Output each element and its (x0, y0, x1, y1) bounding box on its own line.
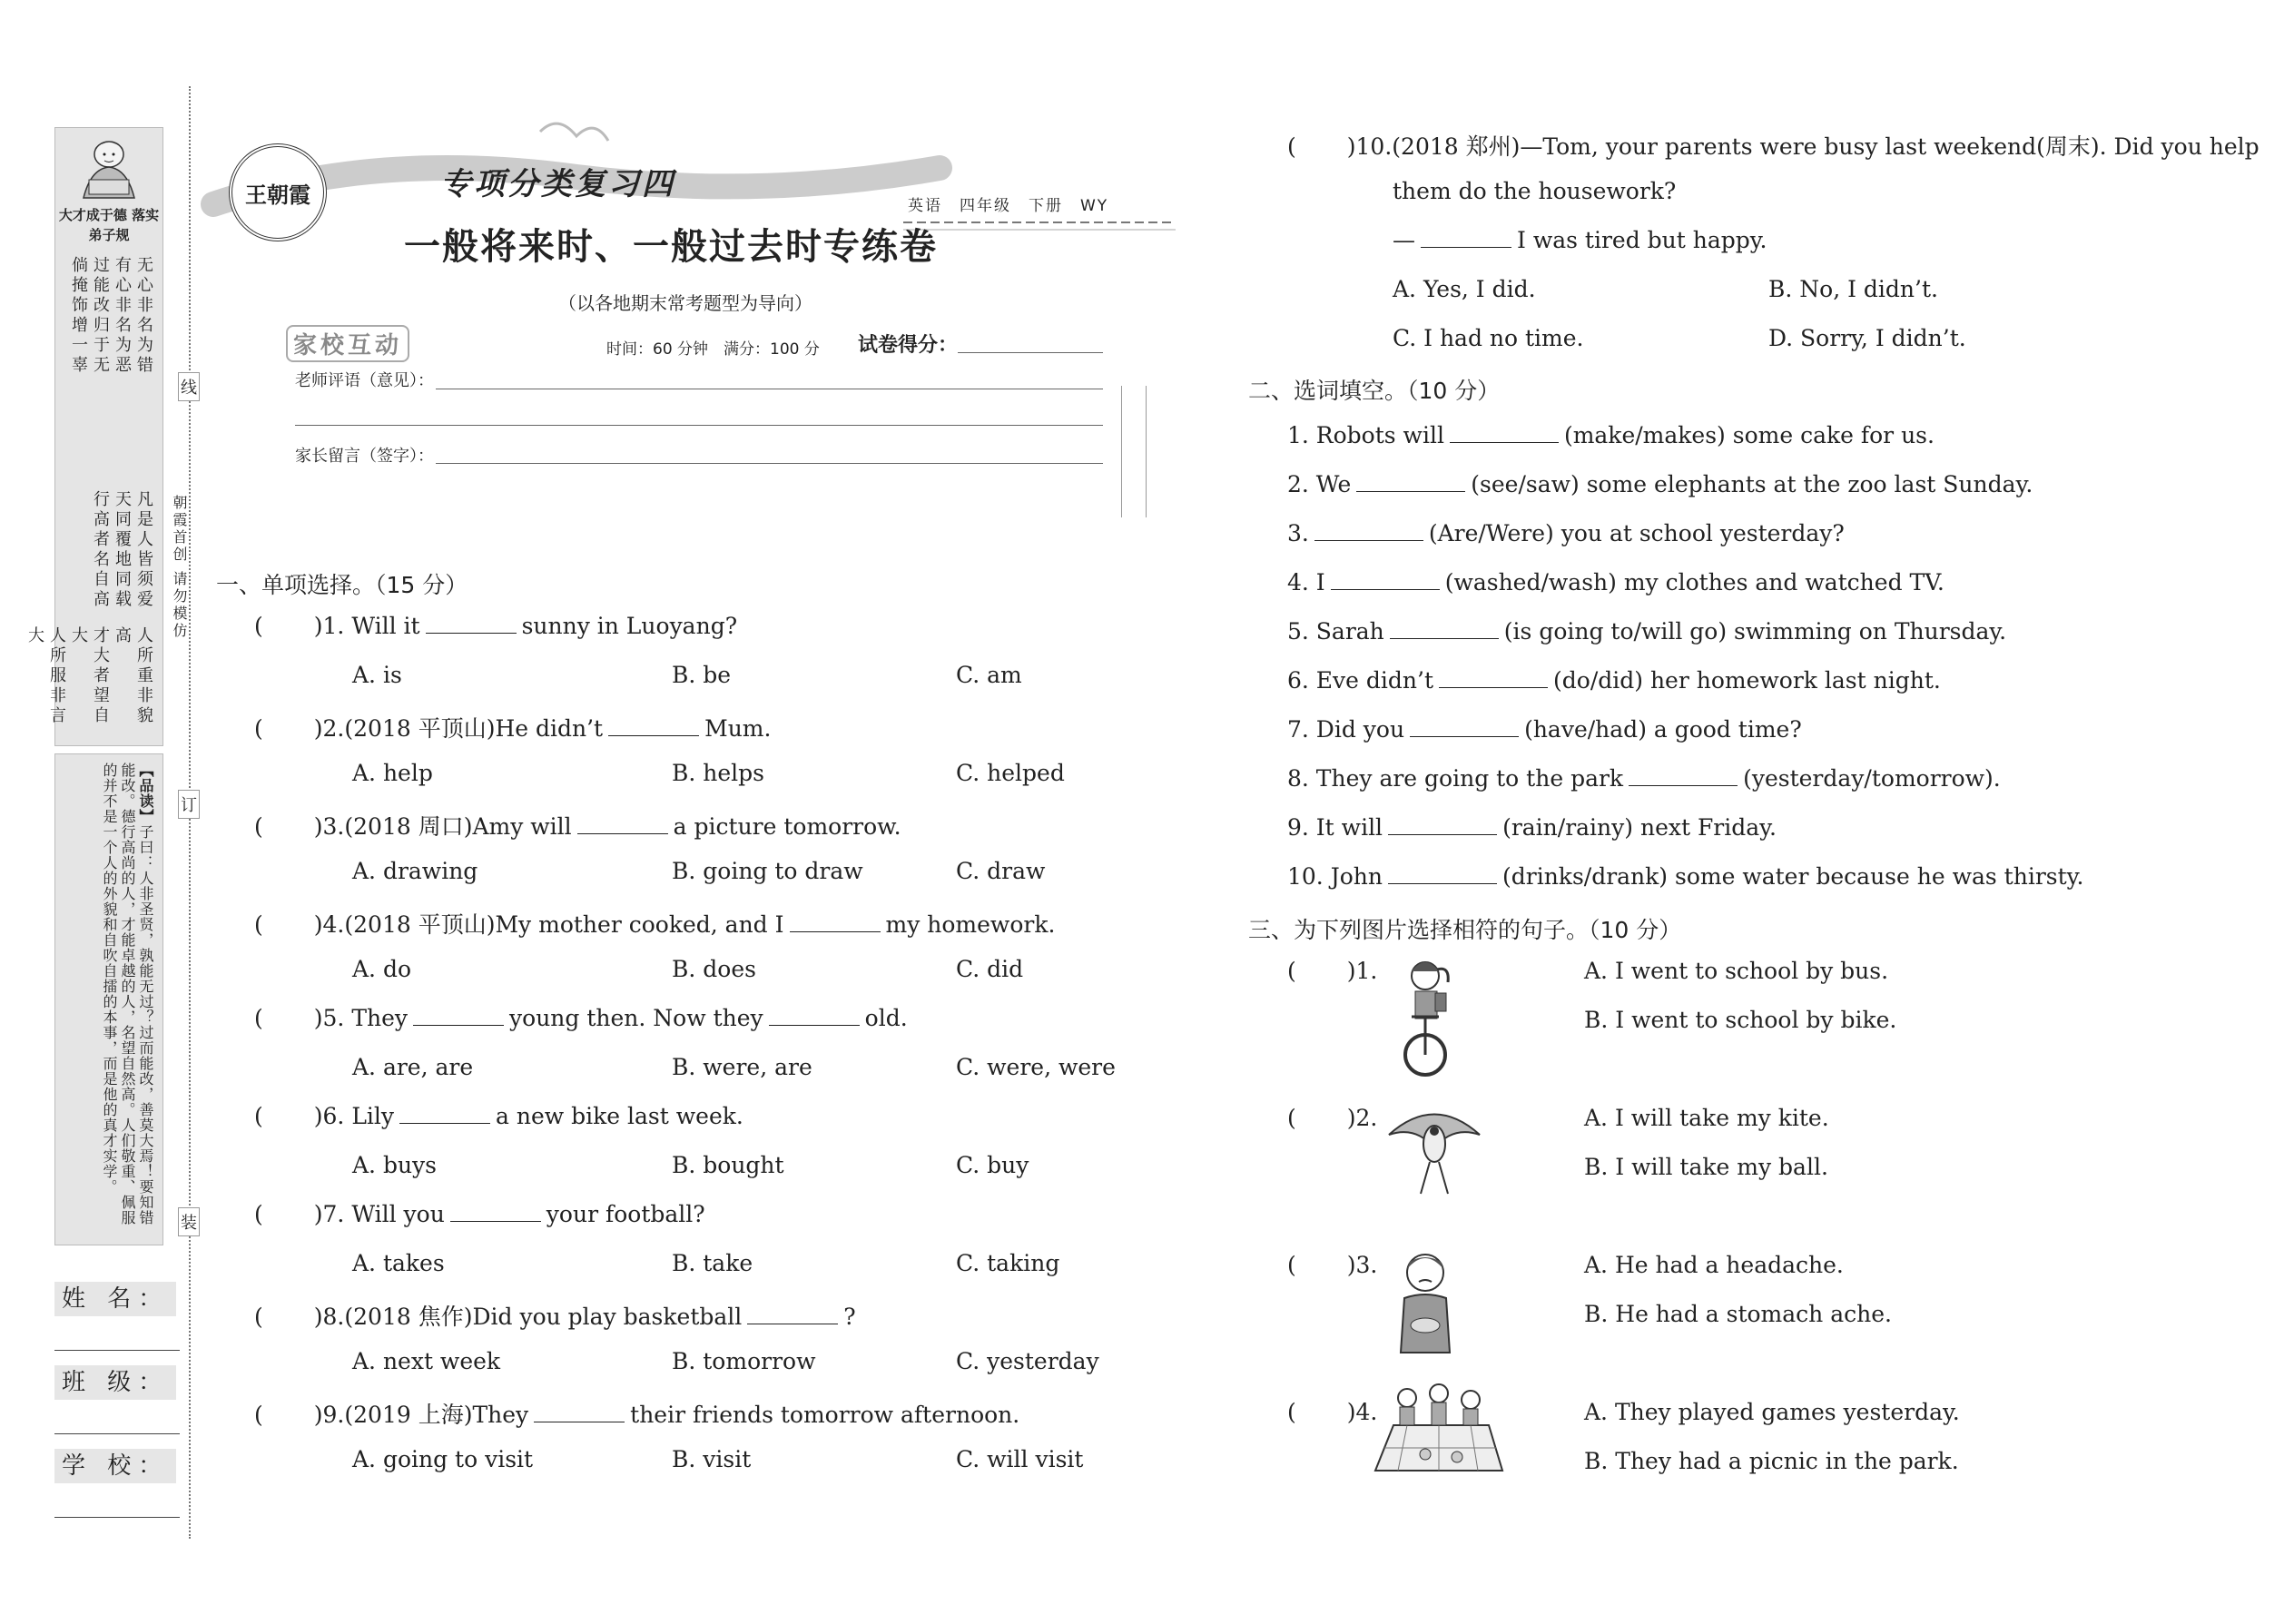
school-field[interactable] (54, 1447, 180, 1518)
option-a[interactable]: A. buys (352, 1152, 438, 1178)
question-10 (1287, 129, 2260, 351)
picture-item-1 (1287, 958, 1897, 1033)
option-d[interactable]: D. Sorry, I didn’t. (1768, 325, 1966, 351)
school-label: 学 校： (54, 1449, 176, 1483)
question-stem: ( )10.(2018 郑州)—Tom, your parents were busy last weekend(周末). Did you help (1287, 133, 2260, 160)
option-b[interactable]: B. going to draw (672, 858, 863, 884)
answer-blank[interactable] (1356, 471, 1465, 492)
question-1 (254, 613, 1022, 688)
option-a[interactable]: A. going to visit (352, 1446, 534, 1472)
answer-blank[interactable] (790, 911, 881, 932)
fill-item-6: 6. Eve didn’t (do/did) her homework last night. (1287, 667, 1941, 694)
side-notice: 朝霞首创 请勿模仿 (171, 495, 188, 641)
answer-blank[interactable] (1410, 716, 1519, 737)
name-label: 姓 名： (54, 1282, 176, 1316)
motto-line: 倘掩饰增一辜 (69, 256, 88, 376)
picture-item-num: ( )2. (1287, 1105, 1378, 1131)
option-b[interactable]: B. take (672, 1250, 753, 1276)
answer-blank[interactable] (769, 1005, 860, 1026)
boy-stomach-ache-picture (1384, 1244, 1471, 1357)
class-label: 班 级： (54, 1365, 176, 1400)
option-c[interactable]: C. am (956, 662, 1022, 688)
option-c[interactable]: C. I had no time. (1393, 325, 1584, 351)
option-b[interactable]: B. No, I didn’t. (1768, 276, 1938, 302)
answer-blank[interactable] (450, 1201, 541, 1222)
option-b[interactable]: B. I went to school by bike. (1584, 1007, 1897, 1033)
option-c[interactable]: C. did (956, 956, 1024, 982)
time-score: 时间：60 分钟 满分：100 分 (606, 340, 820, 359)
option-a[interactable]: A. Yes, I did. (1393, 276, 1536, 302)
option-c[interactable]: C. yesterday (956, 1348, 1099, 1374)
question-stem: ( )7. Will you your football? (254, 1201, 705, 1227)
question-stem: ( )5. They young then. Now they old. (254, 1005, 908, 1031)
class-line[interactable] (54, 1433, 180, 1434)
motto-line: 人所服非言大 (25, 626, 66, 726)
question-stem: ( )4.(2018 平顶山)My mother cooked, and I my homework. (254, 911, 1056, 938)
answer-blank[interactable] (1439, 667, 1548, 688)
option-a[interactable]: A. I went to school by bus. (1584, 958, 1889, 984)
answer-blank[interactable] (1450, 422, 1559, 443)
option-b[interactable]: B. were, are (672, 1054, 812, 1080)
question-7 (254, 1201, 1060, 1276)
question-stem: ( )1. Will it sunny in Luoyang? (254, 613, 738, 639)
question-stem-line3: — I was tired but happy. (1393, 227, 1767, 253)
score-line[interactable] (958, 352, 1103, 353)
option-a[interactable]: A. are, are (352, 1054, 474, 1080)
scholar-illustration (64, 134, 154, 207)
parent-message-line[interactable] (436, 463, 1103, 464)
option-a[interactable]: A. do (352, 956, 412, 982)
teacher-comment-line-2[interactable] (295, 425, 1103, 426)
option-b[interactable]: B. does (672, 956, 756, 982)
question-5 (254, 1005, 1116, 1080)
header-frame-right (1121, 386, 1147, 517)
motto-top: 大才成于德 落实弟子规 (58, 207, 160, 243)
picture-item-num: ( )4. (1287, 1399, 1378, 1425)
question-stem-line2: them do the housework? (1393, 178, 1677, 204)
question-stem: ( )8.(2018 焦作)Did you play basketball ? (254, 1304, 856, 1330)
question-stem: ( )6. Lily a new bike last week. (254, 1103, 743, 1129)
section2-title: 二、选词填空。（10 分） (1248, 378, 1501, 404)
option-a[interactable]: A. I will take my kite. (1584, 1105, 1829, 1131)
option-a[interactable]: A. next week (352, 1348, 501, 1374)
reading-label: 【品读】 (137, 763, 154, 824)
picture-item-num: ( )3. (1287, 1252, 1378, 1278)
family-label: 家校互动 (286, 325, 409, 362)
answer-blank[interactable] (1629, 765, 1738, 786)
fill-item-9: 9. It will (rain/rainy) next Friday. (1287, 814, 1777, 841)
option-a[interactable]: A. They played games yesterday. (1584, 1399, 1960, 1425)
question-4 (254, 907, 1056, 982)
option-a[interactable]: A. He had a headache. (1584, 1252, 1844, 1278)
option-a[interactable]: A. drawing (352, 858, 478, 884)
option-b[interactable]: B. They had a picnic in the park. (1584, 1448, 1959, 1474)
answer-blank[interactable] (413, 1005, 504, 1026)
answer-blank[interactable] (1421, 227, 1511, 248)
question-stem: ( )9.(2019 上海)They their friends tomorrow afternoon. (254, 1402, 1020, 1428)
motto-line: 过能改归于无 (91, 256, 110, 376)
cut-mark-zhuang: 装 (178, 1207, 200, 1236)
class-field[interactable] (54, 1363, 180, 1434)
answer-blank[interactable] (534, 1402, 625, 1422)
fill-item-1: 1. Robots will (make/makes) some cake for us. (1287, 422, 1935, 448)
question-stem: ( )3.(2018 周口)Amy will a picture tomorrow. (254, 813, 901, 840)
motto-line: 无心非名为错 (134, 256, 153, 376)
family-picnic-picture (1371, 1380, 1507, 1480)
answer-blank[interactable] (608, 715, 699, 736)
option-c[interactable]: C. buy (956, 1152, 1029, 1178)
option-b[interactable]: B. be (672, 662, 732, 688)
option-b[interactable]: B. tomorrow (672, 1348, 816, 1374)
cut-mark-ding: 订 (178, 790, 200, 819)
parent-message-label: 家长留言（签字）： (295, 447, 434, 466)
subtitle: （以各地期末常考题型为导向） (558, 292, 812, 314)
subject-tags: 英语 四年级 下册 WY (908, 197, 1109, 215)
answer-blank[interactable] (1314, 520, 1423, 541)
option-b[interactable]: B. visit (672, 1446, 752, 1472)
answer-blank[interactable] (399, 1103, 490, 1124)
option-c[interactable]: C. draw (956, 858, 1046, 884)
fill-item-8: 8. They are going to the park (yesterday/tomorrow). (1287, 765, 2001, 792)
option-c[interactable]: C. were, were (956, 1054, 1116, 1080)
brand-logo (229, 143, 327, 241)
answer-blank[interactable] (1388, 863, 1497, 884)
main-title: 一般将来时、一般过去时专练卷 (404, 226, 938, 268)
reading-box (62, 763, 154, 1235)
option-b[interactable]: B. He had a stomach ache. (1584, 1301, 1892, 1327)
option-b[interactable]: B. bought (672, 1152, 784, 1178)
answer-blank[interactable] (1388, 814, 1497, 835)
question-6 (254, 1103, 1029, 1178)
question-9 (254, 1397, 1084, 1472)
picture-item-4 (1287, 1399, 1960, 1474)
question-stem: ( )2.(2018 平顶山)He didn’t Mum. (254, 715, 772, 742)
motto-line: 行高者名自高 (91, 490, 110, 610)
option-b[interactable]: B. helps (672, 760, 764, 786)
option-a[interactable]: A. is (352, 662, 402, 688)
question-2 (254, 711, 1065, 786)
option-c[interactable]: C. taking (956, 1250, 1060, 1276)
school-line[interactable] (54, 1517, 180, 1518)
fill-item-5: 5. Sarah (is going to/will go) swimming on Thursday. (1287, 618, 2007, 645)
picture-item-2 (1287, 1105, 1829, 1180)
question-8 (254, 1299, 1099, 1374)
fill-item-4: 4. I (washed/wash) my clothes and watched TV. (1287, 569, 1944, 595)
motto-line: 凡是人皆须爱 (134, 490, 153, 610)
answer-blank[interactable] (577, 813, 668, 834)
teacher-comment-label: 老师评语（意见）： (295, 371, 434, 390)
name-field[interactable] (54, 1280, 180, 1351)
motto-columns-3 (25, 626, 154, 744)
picture-item-3 (1287, 1252, 1892, 1327)
motto-line: 有心非名为恶 (113, 256, 132, 376)
motto-line: 才大者望自大 (69, 626, 110, 726)
name-line[interactable] (54, 1350, 180, 1351)
answer-blank[interactable] (747, 1304, 838, 1324)
motto-line: 天同覆地同载 (113, 490, 132, 610)
reading-text: 子曰：人非圣贤，孰能无过？过而能改，善莫大焉！要知错能改。德行高尚的人，才能卓越的人，名望自然高。人们敬重、佩服的并不是一个人的外貌和自吹自擂的本事，而是他的真才实学。 (101, 763, 154, 1225)
option-a[interactable]: A. takes (352, 1250, 445, 1276)
section3-title: 三、为下列图片选择相符的句子。（10 分） (1248, 917, 1682, 943)
answer-blank[interactable] (1331, 569, 1440, 590)
question-3 (254, 809, 1046, 884)
brand-name: 王朝霞 (245, 182, 310, 208)
fill-item-7: 7. Did you (have/had) a good time? (1287, 716, 1802, 743)
answer-blank[interactable] (1390, 618, 1499, 639)
section1-title: 一、单项选择。（15 分） (216, 572, 468, 598)
answer-blank[interactable] (426, 613, 517, 634)
score-label: 试卷得分： (858, 334, 959, 357)
fill-item-2: 2. We (see/saw) some elephants at the zoo last Sunday. (1287, 471, 2033, 497)
option-c[interactable]: C. helped (956, 760, 1065, 786)
picture-item-num: ( )1. (1287, 958, 1378, 984)
option-c[interactable]: C. will visit (956, 1446, 1084, 1472)
fill-item-3: 3. (Are/Were) you at school yesterday? (1287, 520, 1845, 546)
motto-line: 人所重非貌高 (113, 626, 153, 726)
fill-item-10: 10. John (drinks/drank) some water because he was thirsty. (1287, 863, 2084, 890)
option-b[interactable]: B. I will take my ball. (1584, 1154, 1828, 1180)
cut-mark-xian: 线 (178, 372, 200, 401)
option-a[interactable]: A. help (352, 760, 433, 786)
series-title: 专项分类复习四 (440, 166, 675, 202)
kite-picture (1380, 1098, 1489, 1198)
girl-on-bike-picture (1384, 953, 1466, 1080)
